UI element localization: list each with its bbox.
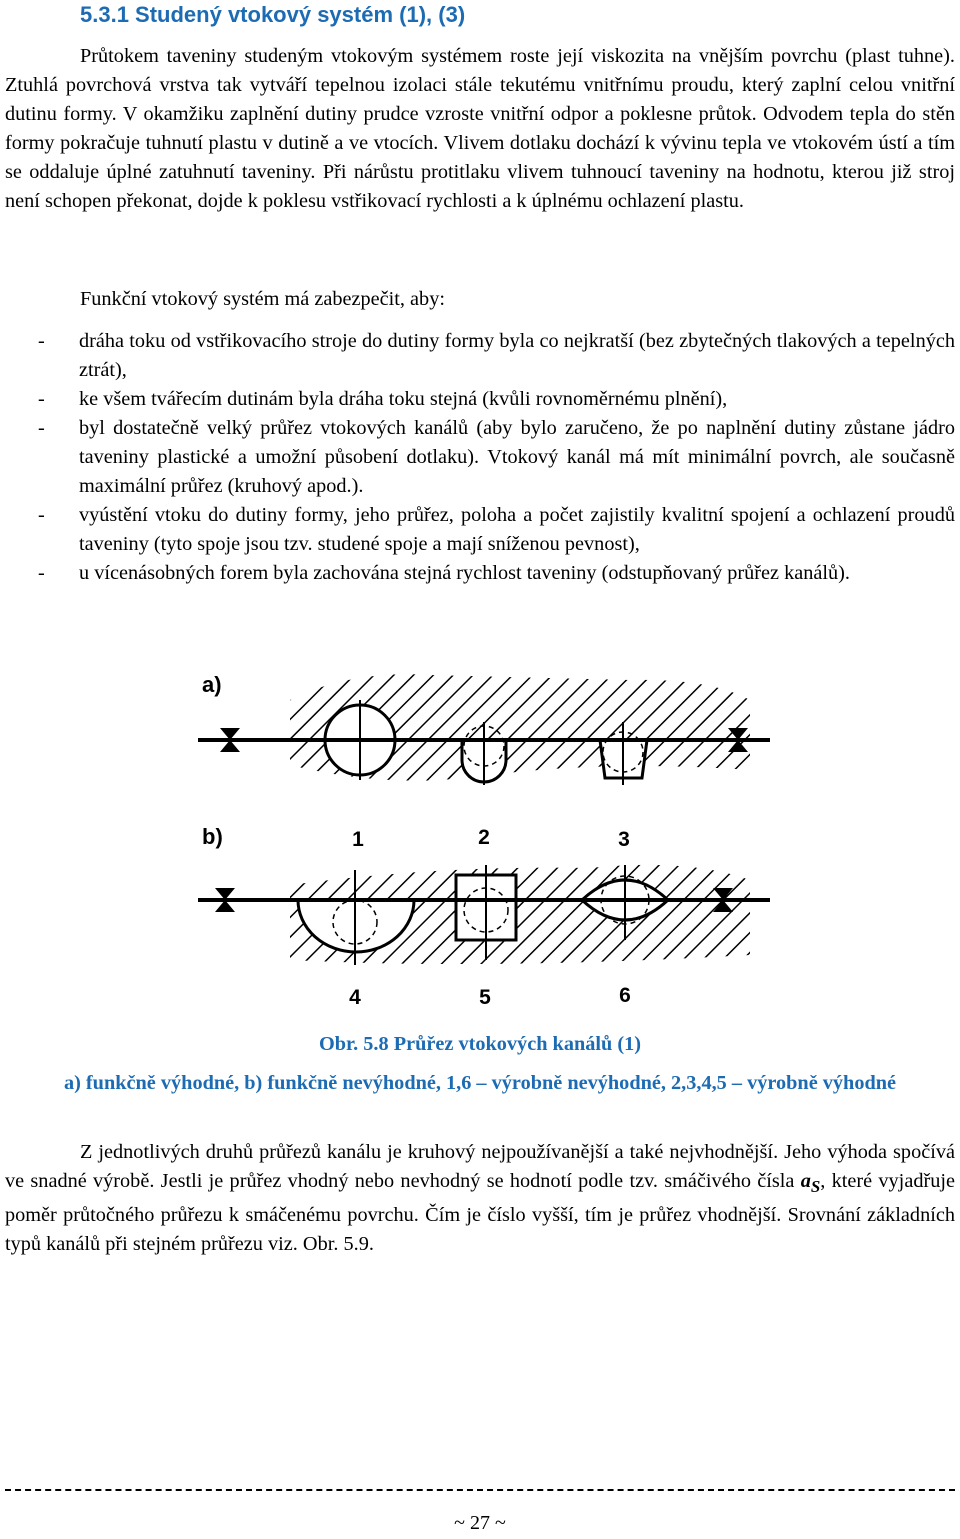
label-number: 6 (619, 984, 631, 1007)
wetting-number-symbol: a (800, 1170, 811, 1192)
label-number: 5 (479, 986, 491, 1009)
label-number: 1 (352, 828, 364, 851)
list-item (0, 327, 955, 385)
list-item-text: vyústění vtoku do dutiny formy, jeho průřez, poloha a počet zajistily kvalitní spojení a ochlazení proudů taveniny (tyto spoje jsou tzv. studené spoje a mají sníženou pevnost), (79, 504, 955, 555)
list-dash: - (38, 562, 45, 584)
list-item-text: ke všem tvářecím dutinám byla dráha toku stejná (kvůli rovnoměrnému plnění), (79, 388, 728, 410)
closing-text-start: Z jednotlivých druhů průřezů kanálu je kruhový nejpoužívanější a také nejvhodnější. Jeho výhoda spočívá ve snadné výrobě. Jestli je průřez vhodný nebo nevhodný se hodnotí podle tzv. smáčivého čísla (5, 1141, 955, 1192)
list-item (0, 559, 955, 588)
figure-caption-detail: a) funkčně výhodné, b) funkčně nevýhodné, 1,6 – výrobně nevýhodné, 2,3,4,5 – výrobně výhodné (63, 1072, 897, 1094)
runner-cross-section-figure (190, 660, 780, 1010)
list-dash: - (38, 417, 45, 439)
list-dash: - (38, 330, 45, 352)
label-number: 4 (349, 986, 361, 1009)
mould-half-top-b (290, 865, 750, 900)
requirements-list (0, 327, 955, 588)
list-dash: - (38, 388, 45, 410)
list-dash: - (38, 504, 45, 526)
wetting-number-subscript: S (810, 1177, 821, 1197)
label-number: 3 (618, 828, 630, 851)
list-item (0, 414, 955, 501)
figure-label-a: a) (202, 672, 222, 697)
requirements-intro: Funkční vtokový systém má zabezpečit, aby: (80, 288, 445, 310)
label-number: 2 (478, 826, 490, 849)
list-item-text: u vícenásobných forem byla zachována stejná rychlost taveniny (odstupňovaný průřez kanálů). (79, 562, 850, 584)
list-item-text: byl dostatečně velký průřez vtokových kanálů (aby bylo zaručeno, že po naplnění dutiny zůstane jádro taveniny plastické a umožní působení dotlaku). Vtokový kanál má mít minimální povrch, ale současně maximální průřez (kruhový apod.). (79, 417, 955, 497)
figure-caption-title: Obr. 5.8 Průřez vtokových kanálů (1) (318, 1033, 642, 1055)
list-item (0, 501, 955, 559)
intro-paragraph: Průtokem taveniny studeným vtokovým systémem roste její viskozita na vnějším povrchu (plast tuhne). Ztuhlá povrchová vrstva tak vytváří tepelnou izolaci stále tekutému vnitřnímu proudu, který zaplní celou vnitřní dutinu formy. V okamžiku zaplnění dutiny prudce vzroste vnitřní odpor a poklesne průtok. Odvodem tepla do stěn formy pokračuje tuhnutí plastu v dutině a ve vtocích. Vlivem dotlaku dochází k vývinu tepla ve vtokovém ústí a tím se oddaluje úplné zatuhnutí taveniny. Při nárůstu protitlaku vlivem tuhnoucí taveniny na hodnotu, kterou již stroj není schopen překonat, dojde k poklesu vstřikovací rychlosti a k úplnému ochlazení plastu. (5, 45, 955, 212)
closing-paragraph (5, 1138, 955, 1259)
list-item-text: dráha toku od vstřikovacího stroje do dutiny formy byla co nejkratší (bez zbytečných tlakových a tepelných ztrát), (79, 330, 955, 381)
figure-label-b: b) (202, 824, 223, 849)
footer-divider (5, 1489, 955, 1491)
section-heading: 5.3.1 Studený vtokový systém (1), (3) (80, 2, 466, 27)
page-number: ~ 27 ~ (454, 1512, 506, 1534)
list-item (0, 385, 955, 414)
closing-text-end: , které vyjadřuje poměr průtočného průřezu k smáčenému povrchu. Čím je číslo vyšší, tím je průřez vhodnější. Srovnání základních typů kanálů při stejném průřezu viz. Obr. 5.9. (5, 1170, 955, 1256)
